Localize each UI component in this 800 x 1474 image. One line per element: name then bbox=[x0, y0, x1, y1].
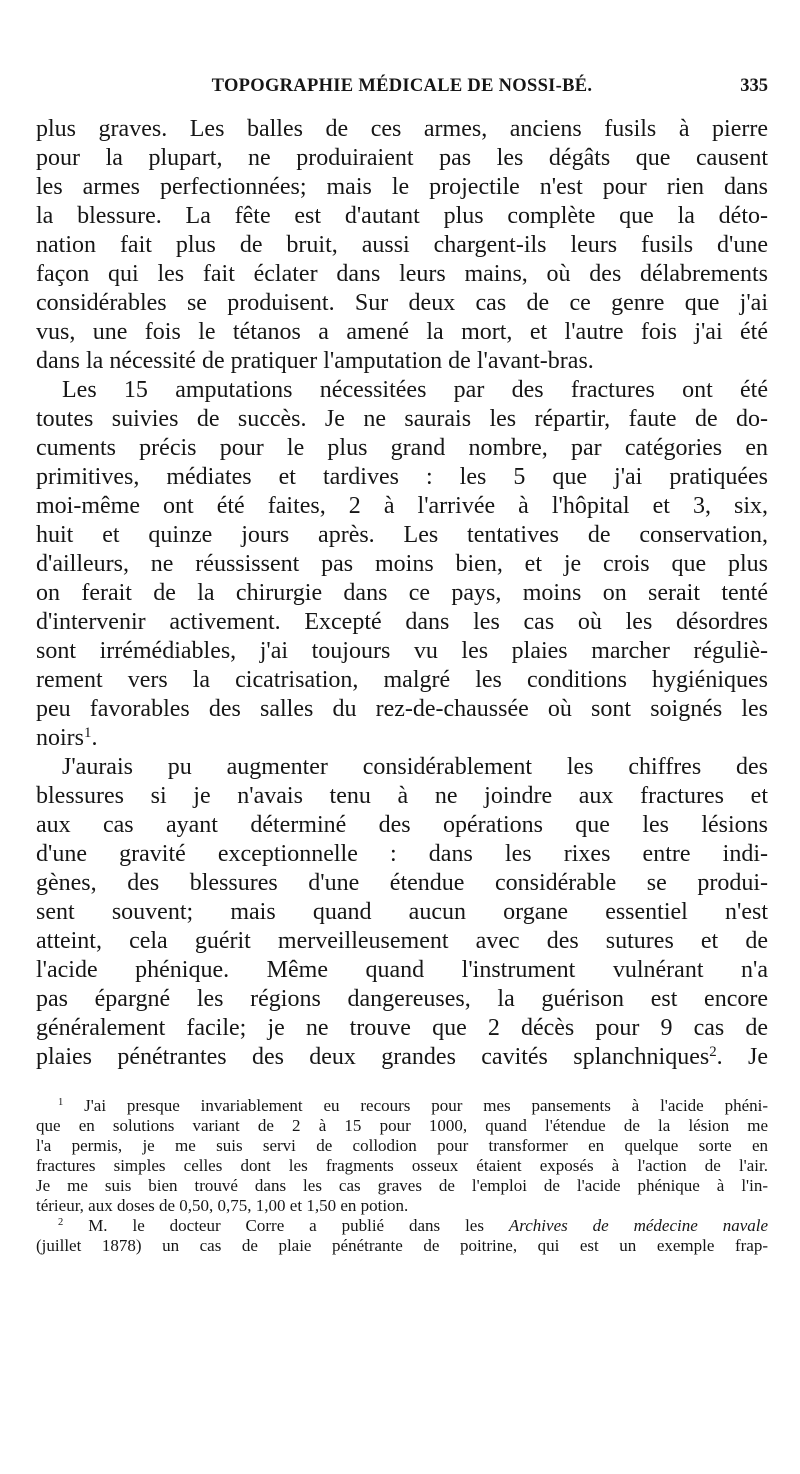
text-line: la blessure. La fête est d'autant plus complète que la déto- bbox=[36, 203, 768, 229]
text-line: rement vers la cicatrisation, malgré les conditions hygiéniques bbox=[36, 667, 768, 693]
footnote-line: fractures simples celles dont les fragments osseux étaient exposés à l'action de l'air. bbox=[36, 1156, 768, 1175]
running-title: TOPOGRAPHIE MÉDICALE DE NOSSI-BÉ. bbox=[211, 76, 593, 96]
text-line: huit et quinze jours après. Les tentatives de conservation, bbox=[36, 522, 768, 548]
text-line: gènes, des blessures d'une étendue considérable se produi- bbox=[36, 870, 768, 896]
text-line: on ferait de la chirurgie dans ce pays, moins on serait tenté bbox=[36, 580, 768, 606]
text-line: l'acide phénique. Même quand l'instrument vulnérant n'a bbox=[36, 957, 768, 983]
footnote-text: J'ai presque invariablement eu recours pour mes pansements à l'acide phéni- bbox=[84, 1096, 769, 1115]
text-fragment bbox=[36, 1044, 723, 1070]
footnote-line: (juillet 1878) un cas de plaie pénétrante de poitrine, qui est un exemple frap- bbox=[36, 1236, 768, 1255]
text-line: peu favorables des salles du rez-de-chaussée où sont soignés les bbox=[36, 696, 768, 722]
text-line: généralement facile; je ne trouve que 2 décès pour 9 cas de bbox=[36, 1015, 768, 1041]
text-line: pas épargné les régions dangereuses, la guérison est encore bbox=[36, 986, 768, 1012]
footnote-ref-2: 2 bbox=[709, 1043, 717, 1060]
text-fragment: . bbox=[91, 725, 98, 751]
text-line bbox=[36, 1043, 768, 1072]
footnote-line: térieur, aux doses de 0,50, 0,75, 1,00 et 1,50 en potion. bbox=[36, 1196, 409, 1215]
footnote-marker-1: 1 bbox=[58, 1097, 64, 1109]
footnote-line: que en solutions variant de 2 à 15 pour 1000, quand l'étendue de la lésion me bbox=[36, 1116, 768, 1135]
text-line: d'ailleurs, ne réussissent pas moins bien, et je crois que plus bbox=[36, 551, 768, 577]
footnote-marker-2: 2 bbox=[58, 1217, 64, 1229]
text-line: nation fait plus de bruit, aussi chargent-ils leurs fusils d'une bbox=[36, 232, 768, 258]
text-line: primitives, médiates et tardives : les 5 que j'ai pratiquées bbox=[36, 464, 768, 490]
text-fragment: . bbox=[716, 1044, 723, 1070]
text-line: blessures si je n'avais tenu à ne joindre aux fractures et bbox=[36, 783, 768, 809]
text-line: atteint, cela guérit merveilleusement avec des sutures et de bbox=[36, 928, 768, 954]
page-number: 335 bbox=[740, 76, 768, 96]
text-line: Les 15 amputations nécessitées par des fractures ont été bbox=[62, 377, 768, 403]
text-fragment: plaies pénétrantes des deux grandes cavités splanchniques bbox=[36, 1044, 710, 1070]
journal-title: Archives de médecine navale bbox=[508, 1216, 769, 1235]
text-line: moi-même ont été faites, 2 à l'arrivée à l'hôpital et 3, six, bbox=[36, 493, 768, 519]
footnote-ref-1: 1 bbox=[84, 724, 92, 741]
text-line: vus, une fois le tétanos a amené la mort, et l'autre fois j'ai été bbox=[36, 319, 768, 345]
text-line: d'une gravité exceptionnelle : dans les rixes entre indi- bbox=[36, 841, 768, 867]
footnote-1 bbox=[58, 1096, 768, 1116]
footnote-2 bbox=[58, 1216, 768, 1236]
text-line bbox=[36, 724, 768, 753]
text-line: sont irrémédiables, j'ai toujours vu les plaies marcher réguliè- bbox=[36, 638, 768, 664]
text-line: cuments précis pour le plus grand nombre, par catégories en bbox=[36, 435, 768, 461]
footnote-line: Je me suis bien trouvé dans les cas graves de l'emploi de l'acide phénique à l'in- bbox=[36, 1176, 768, 1195]
text-line: sent souvent; mais quand aucun organe essentiel n'est bbox=[36, 899, 768, 925]
text-line: aux cas ayant déterminé des opérations que les lésions bbox=[36, 812, 768, 838]
footnote-text: M. le docteur Corre a publié dans les bbox=[88, 1216, 484, 1235]
text-line: J'aurais pu augmenter considérablement les chiffres des bbox=[62, 754, 768, 780]
text-line: pour la plupart, ne produiraient pas les dégâts que causent bbox=[36, 145, 768, 171]
footnote-line: l'a permis, je me suis servi de collodion pour transformer en quelque sorte en bbox=[36, 1136, 768, 1155]
text-line: toutes suivies de succès. Je ne saurais les répartir, faute de do- bbox=[36, 406, 768, 432]
text-line: d'intervenir activement. Excepté dans les cas où les désordres bbox=[36, 609, 768, 635]
text-line: dans la nécessité de pratiquer l'amputation de l'avant-bras. bbox=[36, 348, 594, 374]
text-line: considérables se produisent. Sur deux cas de ce genre que j'ai bbox=[36, 290, 768, 316]
text-fragment: Je bbox=[748, 1044, 768, 1070]
text-line: plus graves. Les balles de ces armes, anciens fusils à pierre bbox=[36, 116, 768, 142]
text-line: les armes perfectionnées; mais le projectile n'est pour rien dans bbox=[36, 174, 768, 200]
running-head bbox=[36, 76, 768, 100]
text-line: façon qui les fait éclater dans leurs mains, où des délabrements bbox=[36, 261, 768, 287]
text-fragment: noirs bbox=[36, 725, 84, 751]
